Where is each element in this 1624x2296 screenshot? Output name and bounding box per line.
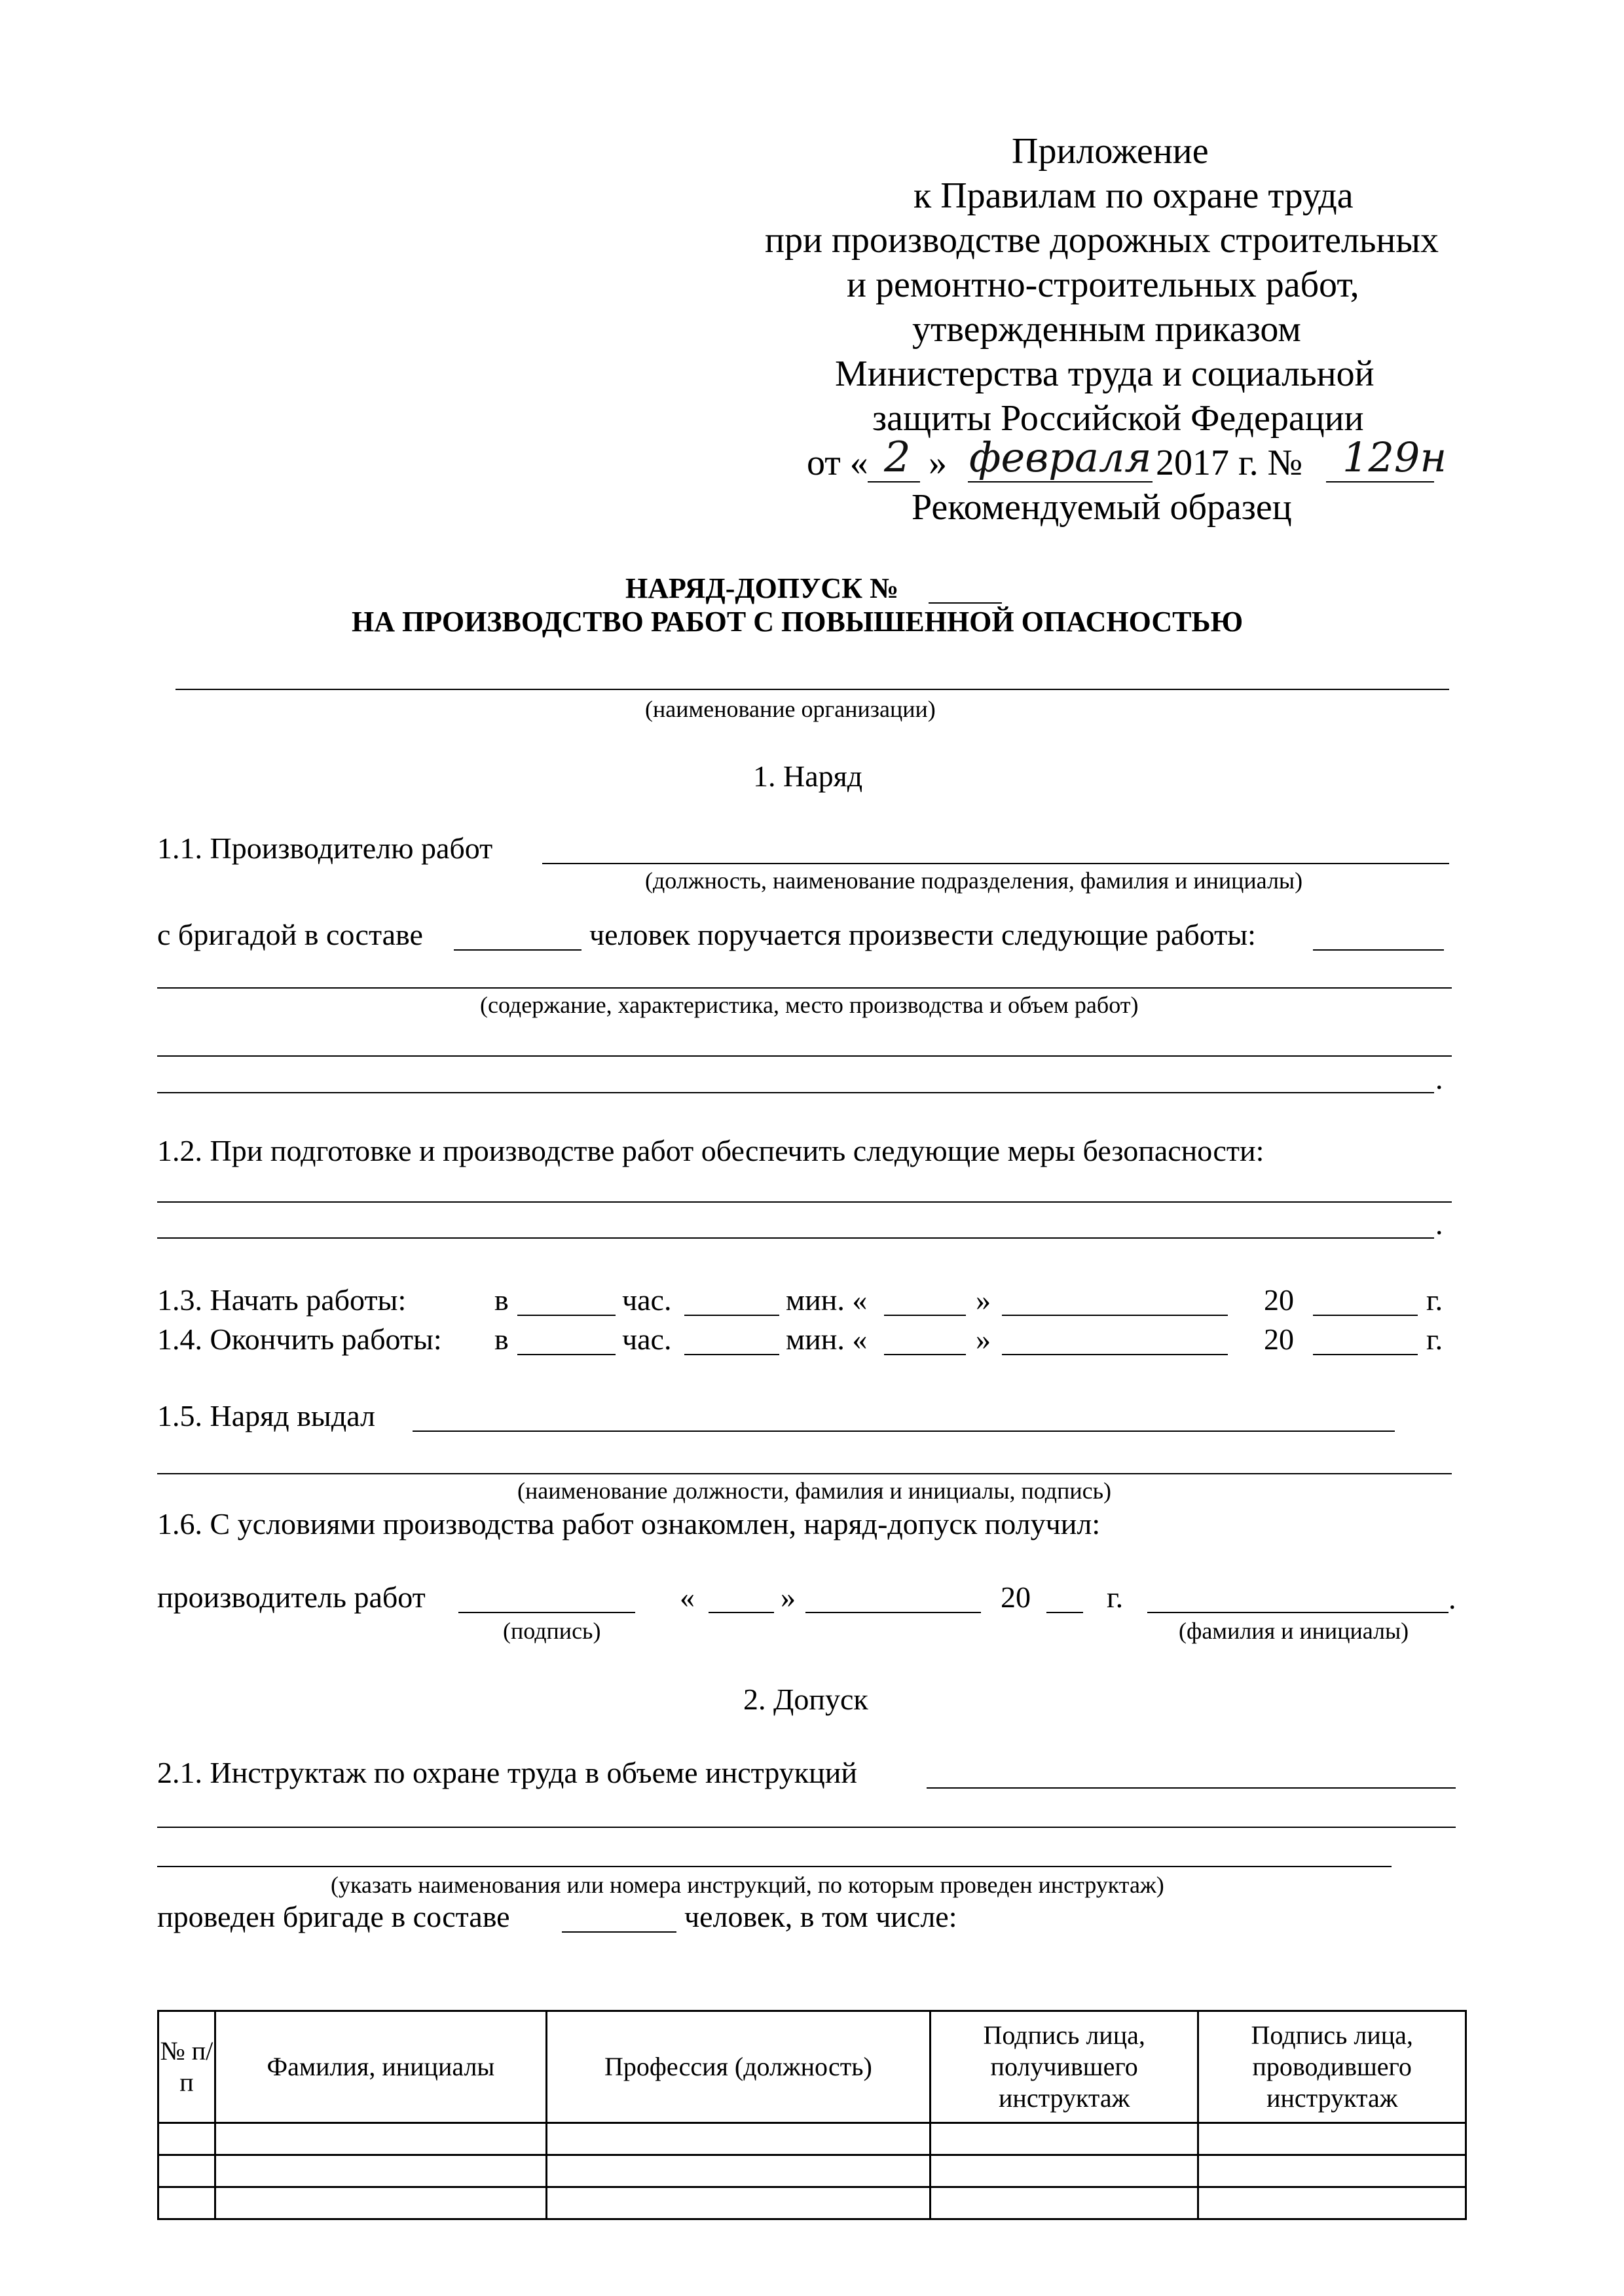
p1-4-v: в [494,1322,509,1356]
p1-4-year: 20 [1264,1322,1294,1356]
instr-line-3 [157,1866,1392,1867]
header-line-7: защиты Российской Федерации [872,398,1364,439]
table-row [158,2123,1466,2155]
instr-line-2 [157,1827,1456,1828]
brigade2-label-b: человек, в том числе: [684,1900,957,1933]
safety-line-1 [157,1201,1452,1203]
order-date-month: февраля [969,433,1152,481]
col-signature-received: Подпись лица, получившего инструктаж [930,2011,1198,2123]
table-cell[interactable] [546,2123,930,2155]
order-number-line [1326,481,1434,483]
brigade-count-line [454,949,581,951]
order-date-day-line [868,481,920,483]
producer-date-open: « [680,1580,695,1614]
producer-period: . [1449,1582,1456,1615]
producer-sign-line [458,1612,635,1613]
table-cell[interactable] [930,2123,1198,2155]
table-cell[interactable] [930,2187,1198,2219]
table-row [158,2187,1466,2219]
col-number: № п/п [158,2011,215,2123]
p1-5-caption: (наименование должности, фамилия и инициалы, подпись) [517,1478,1111,1504]
order-date-prefix: от « [807,443,868,483]
table-cell[interactable] [546,2187,930,2219]
table-cell[interactable] [158,2123,215,2155]
p1-4-hour-label: час. [622,1322,672,1356]
p1-3-month-line [1002,1315,1228,1316]
p1-3-hour-label: час. [622,1283,672,1317]
p1-4-close: » [976,1322,991,1356]
p1-3-min-line [684,1315,779,1316]
p1-4-year-line [1313,1354,1418,1355]
producer-month-line [805,1612,981,1613]
order-number: 129н [1342,433,1447,481]
p1-4-min-label: мин. « [786,1322,868,1356]
order-date-close: » [929,443,947,483]
producer-name-line [1147,1612,1449,1613]
order-date-year: 2017 г. № [1156,443,1303,483]
header-line-1: Приложение [1012,131,1209,172]
table-cell[interactable] [215,2123,546,2155]
producer-year: 20 [1001,1580,1031,1614]
organization-line [175,689,1449,690]
table-cell[interactable] [215,2187,546,2219]
p1-5-label: 1.5. Наряд выдал [157,1399,376,1432]
producer-sign-caption: (подпись) [503,1618,601,1644]
producer-date-close: » [781,1580,796,1614]
col-signature-conducted: Подпись лица, проводившего инструктаж [1198,2011,1466,2123]
section2-heading: 2. Допуск [743,1683,868,1716]
producer-name-caption: (фамилия и инициалы) [1179,1618,1409,1644]
p1-3-g: г. [1426,1283,1443,1317]
table-header-row [158,2011,1466,2123]
table-row [158,2155,1466,2187]
producer-day-line [709,1612,774,1613]
work-line-2 [157,1055,1452,1057]
instr-line-1 [927,1787,1456,1789]
p1-4-g: г. [1426,1322,1443,1356]
order-date-month-line [968,481,1153,483]
table-cell[interactable] [158,2187,215,2219]
brigade2-count-line [562,1931,676,1933]
header-line-6: Министерства труда и социальной [835,354,1375,394]
brigade-work-line [1313,949,1444,951]
p1-1-caption: (должность, наименование подразделения, фамилия и инициалы) [645,867,1303,894]
p1-2-label: 1.2. При подготовке и производстве работ обеспечить следующие меры безопасности: [157,1134,1264,1167]
work-line-1 [157,987,1452,989]
col-name: Фамилия, инициалы [215,2011,546,2123]
instr-caption: (указать наименования или номера инструкций, по которым проведен инструктаж) [331,1872,1164,1898]
p1-3-label: 1.3. Начать работы: [157,1283,407,1317]
form-number-line [929,602,1002,604]
p1-4-day-line [884,1354,966,1355]
table-cell[interactable] [930,2155,1198,2187]
header-line-4: и ремонтно-строительных работ, [847,264,1359,305]
safety-line-2 [157,1237,1434,1239]
header-line-5: утвержденным приказом [912,309,1301,350]
instruction-table [157,2010,1467,2220]
table-cell[interactable] [1198,2123,1466,2155]
brigade-label-b: человек поручается произвести следующие работы: [589,918,1256,951]
section1-heading: 1. Наряд [753,759,863,793]
table-cell[interactable] [546,2155,930,2187]
brigade2-label-a: проведен бригаде в составе [157,1900,510,1933]
p1-1-line [542,863,1449,864]
header-line-3: при производстве дорожных строительных [765,220,1439,261]
table-cell[interactable] [1198,2187,1466,2219]
producer-year-line [1046,1612,1083,1613]
p1-3-min-label: мин. « [786,1283,868,1317]
p1-3-v: в [494,1283,509,1317]
form-title-line1: НАРЯД-ДОПУСК № [625,572,899,604]
p1-5-line-2 [157,1473,1452,1474]
table-cell[interactable] [215,2155,546,2187]
col-profession: Профессия (должность) [546,2011,930,2123]
p1-3-day-line [884,1315,966,1316]
producer-label: производитель работ [157,1580,426,1614]
p1-3-year: 20 [1264,1283,1294,1317]
form-title-line2: НА ПРОИЗВОДСТВО РАБОТ С ПОВЫШЕННОЙ ОПАСНОСТЬЮ [352,606,1244,638]
brigade-label-a: с бригадой в составе [157,918,423,951]
order-date-day: 2 [884,433,911,482]
work-period: . [1435,1062,1443,1095]
p1-5-line-1 [413,1430,1395,1432]
p1-3-hour-line [517,1315,616,1316]
safety-period: . [1435,1207,1443,1241]
header-line-2: к Правилам по охране труда [913,175,1354,216]
p1-3-year-line [1313,1315,1418,1316]
p1-4-min-line [684,1354,779,1355]
table-cell[interactable] [1198,2155,1466,2187]
table-cell[interactable] [158,2155,215,2187]
recommended-sample: Рекомендуемый образец [912,487,1292,528]
p1-4-month-line [1002,1354,1228,1355]
p1-4-hour-line [517,1354,616,1355]
work-line-3 [157,1092,1434,1093]
p1-3-close: » [976,1283,991,1317]
producer-g: г. [1107,1580,1124,1614]
p2-1-label: 2.1. Инструктаж по охране труда в объеме инструкций [157,1756,857,1789]
organization-caption: (наименование организации) [645,696,936,722]
p1-4-label: 1.4. Окончить работы: [157,1322,442,1356]
p1-1-label: 1.1. Производителю работ [157,831,493,865]
work-caption: (содержание, характеристика, место производства и объем работ) [480,992,1139,1018]
p1-6-label: 1.6. С условиями производства работ ознакомлен, наряд-допуск получил: [157,1507,1101,1540]
